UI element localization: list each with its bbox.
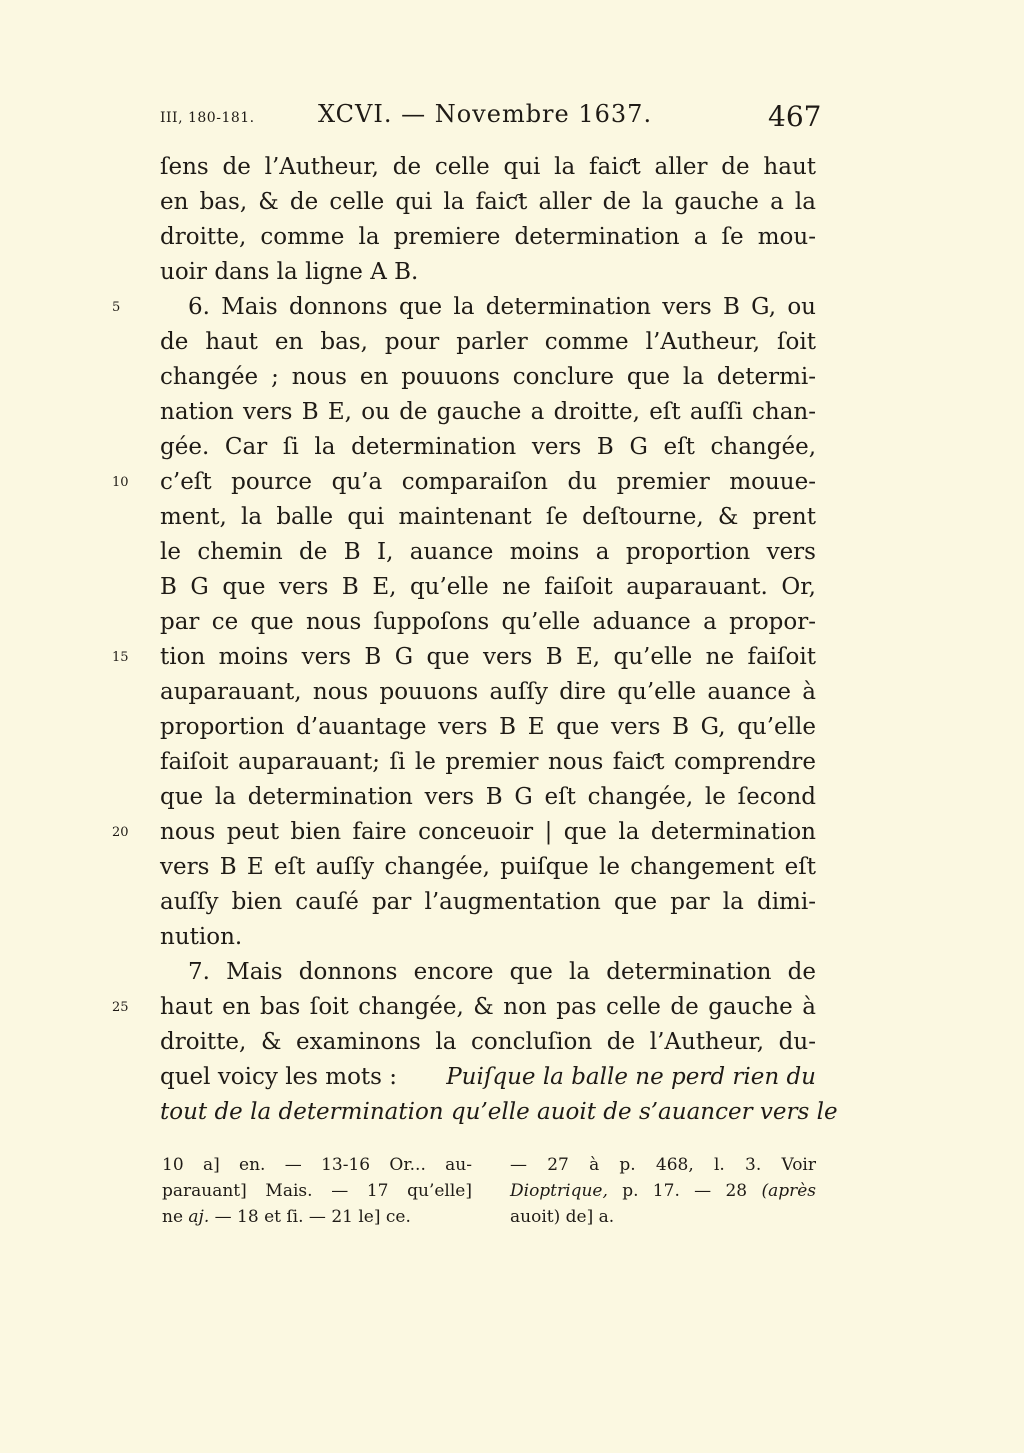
- text-line: 6. Mais donnons que la determination vers B G, ou: [188, 294, 816, 320]
- footnote-reference: [510, 1152, 816, 1230]
- text-line: faiſoit auparauant; ſi le premier nous faiƈt comprendre: [160, 749, 816, 775]
- footnote-line: auoit) de] a.: [510, 1207, 615, 1227]
- footnote-line: [162, 1204, 472, 1230]
- text-line: nution.: [160, 924, 243, 950]
- text-line: droitte, comme la premiere determination a ſe mou-: [160, 224, 816, 250]
- text-line: 7. Mais donnons encore que la determination de: [188, 959, 816, 985]
- text-line: ment, la balle qui maintenant ſe deſtourne, & prent: [160, 504, 816, 530]
- footnote-italic: (après: [761, 1181, 817, 1201]
- header-title: XCVI. — Novembre 1637.: [318, 100, 653, 128]
- text-line: proportion d’auantage vers B E que vers B G, qu’elle: [160, 714, 816, 740]
- italic-quote: tout de la determination qu’elle auoit de s’auancer vers le: [160, 1099, 838, 1125]
- text-line: changée ; nous en pouuons conclure que la determi-: [160, 364, 816, 390]
- line-number: 15: [112, 650, 129, 665]
- text-line-italic: [160, 1095, 838, 1130]
- text-line: haut en bas ſoit changée, & non pas celle de gauche à: [160, 994, 816, 1020]
- text-line: que la determination vers B G eſt changée, le ſecond: [160, 784, 816, 810]
- page-number: 467: [768, 100, 822, 133]
- text-line: B G que vers B E, qu’elle ne faiſoit auparauant. Or,: [160, 574, 816, 600]
- footnote-text: — 18 et ſi. — 21 le] ce.: [214, 1207, 411, 1227]
- footnote-italic: Dioptrique,: [510, 1181, 608, 1201]
- footnote-text: ne: [162, 1207, 184, 1227]
- text-line: de haut en bas, pour parler comme l’Autheur, ſoit: [160, 329, 816, 355]
- text-line: le chemin de B I, auance moins a proportion vers: [160, 539, 816, 565]
- page-header: [0, 100, 1024, 140]
- text-line: auparauant, nous pouuons auſſy dire qu’elle auance à: [160, 679, 816, 705]
- text-line: uoir dans la ligne A B.: [160, 259, 419, 285]
- text-line: nation vers B E, ou de gauche a droitte, eſt auſſi chan-: [160, 399, 816, 425]
- text-line: en bas, & de celle qui la faiƈt aller de la gauche a la: [160, 189, 816, 215]
- line-number: 10: [112, 475, 129, 490]
- text-span: quel voicy les mots :: [160, 1064, 398, 1090]
- header-volume-ref: III, 180-181.: [160, 110, 255, 126]
- italic-quote: Puiſque la balle ne perd rien du: [446, 1064, 816, 1090]
- text-line: vers B E eſt auſſy changée, puiſque le changement eſt: [160, 854, 816, 880]
- footnote-line: parauant] Mais. — 17 qu’elle]: [162, 1181, 472, 1201]
- line-number: 5: [112, 300, 121, 315]
- footnote-line: [510, 1178, 816, 1204]
- footnote-italic: aj.: [188, 1207, 210, 1227]
- text-line: tion moins vers B G que vers B E, qu’elle ne faiſoit: [160, 644, 816, 670]
- text-line: gée. Car ſi la determination vers B G eſt changée,: [160, 434, 816, 460]
- line-number: 25: [112, 1000, 129, 1015]
- footnote-variants: [162, 1152, 472, 1230]
- text-line: par ce que nous ſuppoſons qu’elle aduance a propor-: [160, 609, 816, 635]
- text-line: nous peut bien faire conceuoir | que la determination: [160, 819, 816, 845]
- text-line: c’eſt pource qu’a comparaiſon du premier mouue-: [160, 469, 816, 495]
- text-line: auſſy bien cauſé par l’augmentation que par la dimi-: [160, 889, 816, 915]
- footnote-line: 10 a] en. — 13-16 Or... au-: [162, 1155, 472, 1175]
- text-line: droitte, & examinons la concluſion de l’Autheur, du-: [160, 1029, 816, 1055]
- footnote-line: — 27 à p. 468, l. 3. Voir: [510, 1155, 816, 1175]
- line-number: 20: [112, 825, 129, 840]
- text-line: ſens de l’Autheur, de celle qui la faiƈt aller de haut: [160, 154, 816, 180]
- footnote-text: p. 17. — 28: [622, 1181, 748, 1201]
- text-line-mixed: [160, 1060, 816, 1095]
